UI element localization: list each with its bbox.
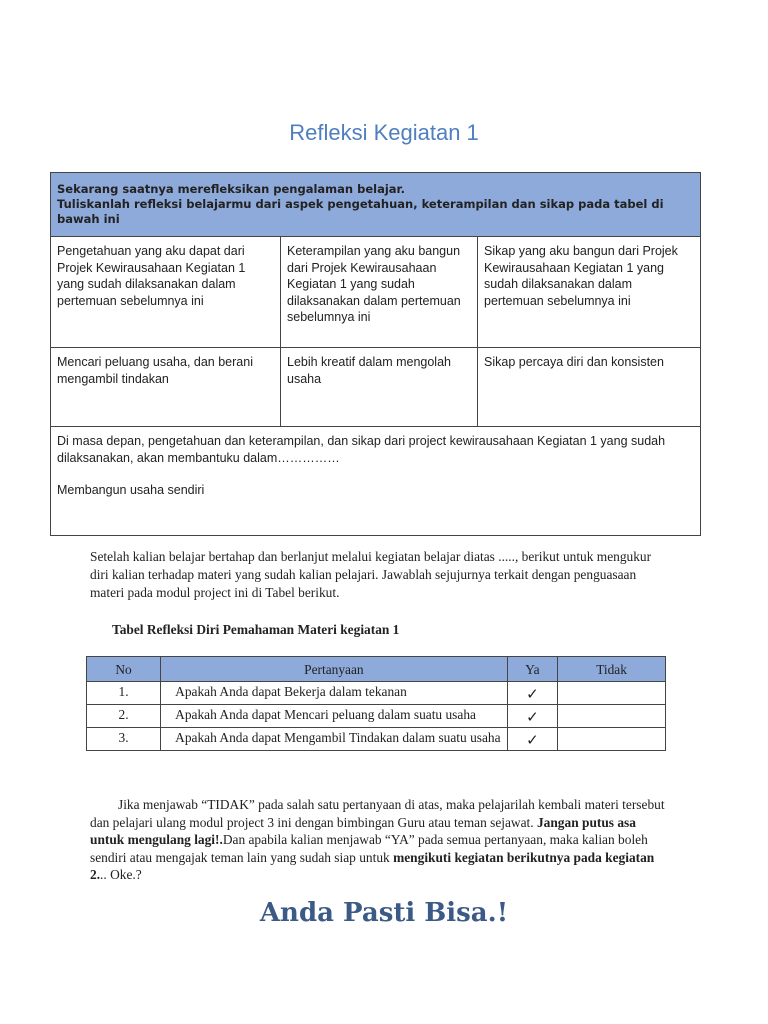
- check-icon: ✓: [526, 685, 539, 703]
- check-icon: ✓: [526, 708, 539, 726]
- col-no: No: [87, 657, 161, 682]
- table-row: [87, 728, 666, 751]
- closing-text-2: Dan apabila kalian menjawab “YA” pada semua pertanyaan, maka kalian boleh sendiri atau mengajak teman lain yang sudah siap untuk: [90, 832, 648, 865]
- col-question: Pertanyaan: [161, 657, 507, 682]
- tidak-cell[interactable]: [558, 728, 666, 751]
- row-number: 3.: [87, 728, 161, 751]
- table-row: [87, 705, 666, 728]
- closing-slogan: Anda Pasti Bisa.!: [259, 898, 509, 928]
- future-prompt: Di masa depan, pengetahuan dan keterampilan, dan sikap dari project kewirausahaan Kegiatan 1 yang sudah dilaksanakan, akan membantuku dalam……………: [57, 434, 666, 465]
- tidak-cell[interactable]: [558, 682, 666, 705]
- yes-cell[interactable]: [507, 728, 558, 751]
- closing-bold-1: Jangan putus asa untuk mengulang lagi!.: [90, 814, 636, 847]
- prompt-knowledge: Pengetahuan yang aku dapat dari Projek Kewirausahaan Kegiatan 1 yang sudah dilaksanakan dalam pertemuan sebelumnya ini: [51, 237, 281, 348]
- intro-paragraph: Setelah kalian belajar bertahap dan berlanjut melalui kegiatan belajar diatas ....., berikut untuk mengukur diri kalian terhadap materi yang sudah kalian pelajari. Jawablah sejujurnya terkait dengan penguasaan materi pada modul project ini di Tabel berikut.: [90, 549, 652, 600]
- col-yes: Ya: [507, 657, 558, 682]
- reflection-header-line1: Sekarang saatnya merefleksikan pengalaman belajar.: [57, 182, 405, 196]
- future-cell: [51, 427, 701, 536]
- quiz-table: [86, 656, 666, 751]
- closing-paragraph: [90, 796, 670, 884]
- check-icon: ✓: [526, 731, 539, 749]
- answer-skill[interactable]: Lebih kreatif dalam mengolah usaha: [281, 348, 478, 427]
- row-number: 1.: [87, 682, 161, 705]
- row-question: Apakah Anda dapat Mengambil Tindakan dalam suatu usaha: [161, 728, 507, 751]
- row-question: Apakah Anda dapat Mencari peluang dalam suatu usaha: [161, 705, 507, 728]
- reflection-table: [50, 172, 701, 536]
- row-question: Apakah Anda dapat Bekerja dalam tekanan: [161, 682, 507, 705]
- closing-bold-2: mengikuti kegiatan berikutnya pada kegiatan 2.: [90, 849, 655, 882]
- future-answer[interactable]: Membangun usaha sendiri: [57, 483, 205, 497]
- prompt-attitude: Sikap yang aku bangun dari Projek Kewirausahaan Kegiatan 1 yang sudah dilaksanakan dalam pertemuan sebelumnya ini: [478, 237, 701, 348]
- reflection-header: [51, 173, 701, 237]
- closing-text-3: .. Oke.?: [100, 867, 142, 882]
- closing-text-1: Jika menjawab “TIDAK” pada salah satu pertanyaan di atas, maka pelajarilah kembali materi tersebut dan pelajari ulang modul project 3 ini dengan bimbingan Guru atau teman sejawat.: [90, 797, 665, 830]
- quiz-caption: Tabel Refleksi Diri Pemahaman Materi kegiatan 1: [112, 622, 400, 637]
- reflection-header-line2: Tuliskanlah refleksi belajarmu dari aspek pengetahuan, keterampilan dan sikap pada tabel di bawah ini: [57, 197, 664, 226]
- yes-cell[interactable]: [507, 705, 558, 728]
- row-number: 2.: [87, 705, 161, 728]
- page-title: Refleksi Kegiatan 1: [289, 120, 479, 145]
- prompt-skill: Keterampilan yang aku bangun dari Projek Kewirausahaan Kegiatan 1 yang sudah dilaksanakan dalam pertemuan sebelumnya ini: [281, 237, 478, 348]
- col-tidak: Tidak: [558, 657, 666, 682]
- table-row: [87, 682, 666, 705]
- yes-cell[interactable]: [507, 682, 558, 705]
- answer-knowledge[interactable]: Mencari peluang usaha, dan berani mengambil tindakan: [51, 348, 281, 427]
- answer-attitude[interactable]: Sikap percaya diri dan konsisten: [478, 348, 701, 427]
- tidak-cell[interactable]: [558, 705, 666, 728]
